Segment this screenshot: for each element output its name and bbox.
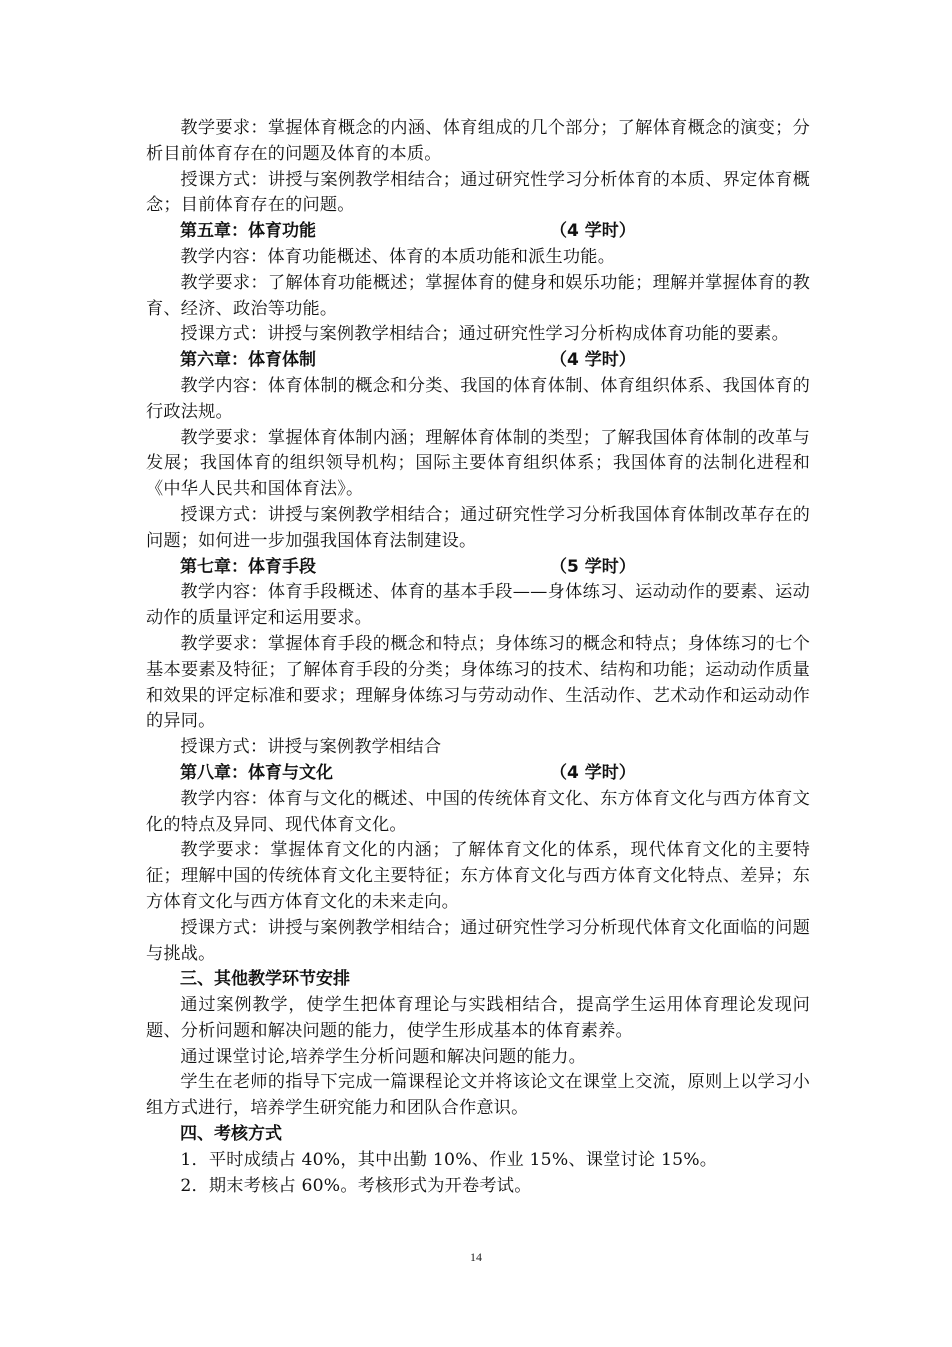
paragraph-ch8-requirements: 教学要求：掌握体育文化的内涵；了解体育文化的体系，现代体育文化的主要特征；理解中国的传统体育文化主要特征；东方体育文化与西方体育文化特点、差异；东方体育文化与西方体育文化的未来走向。 (146, 840, 810, 912)
chapter-title: 第五章：体育功能 (180, 221, 316, 242)
page-number: 14 (470, 1250, 482, 1264)
chapter-title: 第七章：体育手段 (180, 556, 316, 577)
paragraph-ch6-requirements: 教学要求：掌握体育体制内涵；理解体育体制的类型；了解我国体育体制的改革与发展；我国体育的组织领导机构；国际主要体育组织体系；我国体育的法制化进程和《中华人民共和国体育法》。 (146, 427, 810, 500)
chapter-hours: （5 学时） (550, 556, 636, 577)
paragraph-ch7-requirements: 教学要求：掌握体育手段的概念和特点；身体练习的概念和特点；身体练习的七个基本要素及特征；了解体育手段的分类；身体练习的技术、结构和功能；运动动作质量和效果的评定标准和要求；理解身体练习与劳动动作、生活动作、艺术动作和运动动作的异同。 (146, 633, 810, 732)
page-content (146, 116, 810, 1199)
paragraph-ch5-method: 授课方式：讲授与案例教学相结合；通过研究性学习分析构成体育功能的要素。 (180, 324, 789, 345)
chapter-title: 第六章：体育体制 (180, 350, 316, 371)
chapter-heading-7 (146, 555, 810, 581)
paragraph-ch4-requirements: 教学要求：掌握体育概念的内涵、体育组成的几个部分；了解体育概念的演变；分析目前体育存在的问题及体育的本质。 (146, 118, 810, 164)
paragraph-ch5-content: 教学内容：体育功能概述、体育的本质功能和派生功能。 (180, 246, 616, 267)
paragraph-course-paper: 学生在老师的指导下完成一篇课程论文并将该论文在课堂上交流，原则上以学习小组方式进行，培养学生研究能力和团队合作意识。 (146, 1072, 810, 1119)
chapter-title: 第八章：体育与文化 (180, 762, 333, 783)
chapter-hours: （4 学时） (550, 350, 636, 371)
paragraph-ch4-method: 授课方式：讲授与案例教学相结合；通过研究性学习分析体育的本质、界定体育概念；目前体育存在的问题。 (146, 169, 810, 216)
paragraph-ch7-content: 教学内容：体育手段概述、体育的基本手段——身体练习、运动动作的要素、运动动作的质量评定和运用要求。 (146, 582, 810, 629)
paragraph-ch5-requirements: 教学要求：了解体育功能概述；掌握体育的健身和娱乐功能；理解并掌握体育的教育、经济、政治等功能。 (146, 272, 810, 319)
assessment-item-final: 2．期末考核占 60%。考核形式为开卷考试。 (180, 1175, 532, 1196)
paragraph-ch6-content: 教学内容：体育体制的概念和分类、我国的体育体制、体育组织体系、我国体育的行政法规。 (146, 375, 810, 422)
chapter-hours: （4 学时） (550, 762, 636, 783)
chapter-heading-8 (146, 761, 810, 787)
paragraph-ch8-content: 教学内容：体育与文化的概述、中国的传统体育文化、东方体育文化与西方体育文化的特点及异同、现代体育文化。 (146, 788, 810, 835)
assessment-item-regular: 1．平时成绩占 40%，其中出勤 10%、作业 15%、课堂讨论 15%。 (180, 1149, 718, 1170)
chapter-heading-5 (146, 219, 810, 245)
chapter-heading-6 (146, 348, 810, 374)
paragraph-case-teaching: 通过案例教学，使学生把体育理论与实践相结合，提高学生运用体育理论发现问题、分析问题和解决问题的能力，使学生形成基本的体育素养。 (146, 995, 810, 1041)
section-heading-assessment: 四、考核方式 (180, 1124, 282, 1145)
paragraph-class-discussion: 通过课堂讨论,培养学生分析问题和解决问题的能力。 (180, 1046, 586, 1067)
chapter-hours: （4 学时） (550, 221, 636, 242)
paragraph-ch6-method: 授课方式：讲授与案例教学相结合；通过研究性学习分析我国体育体制改革存在的问题；如何进一步加强我国体育法制建设。 (146, 504, 810, 551)
paragraph-ch8-method: 授课方式：讲授与案例教学相结合；通过研究性学习分析现代体育文化面临的问题与挑战。 (146, 917, 810, 964)
section-heading-other-arrangements: 三、其他教学环节安排 (180, 969, 350, 990)
paragraph-ch7-method: 授课方式：讲授与案例教学相结合 (180, 737, 442, 758)
